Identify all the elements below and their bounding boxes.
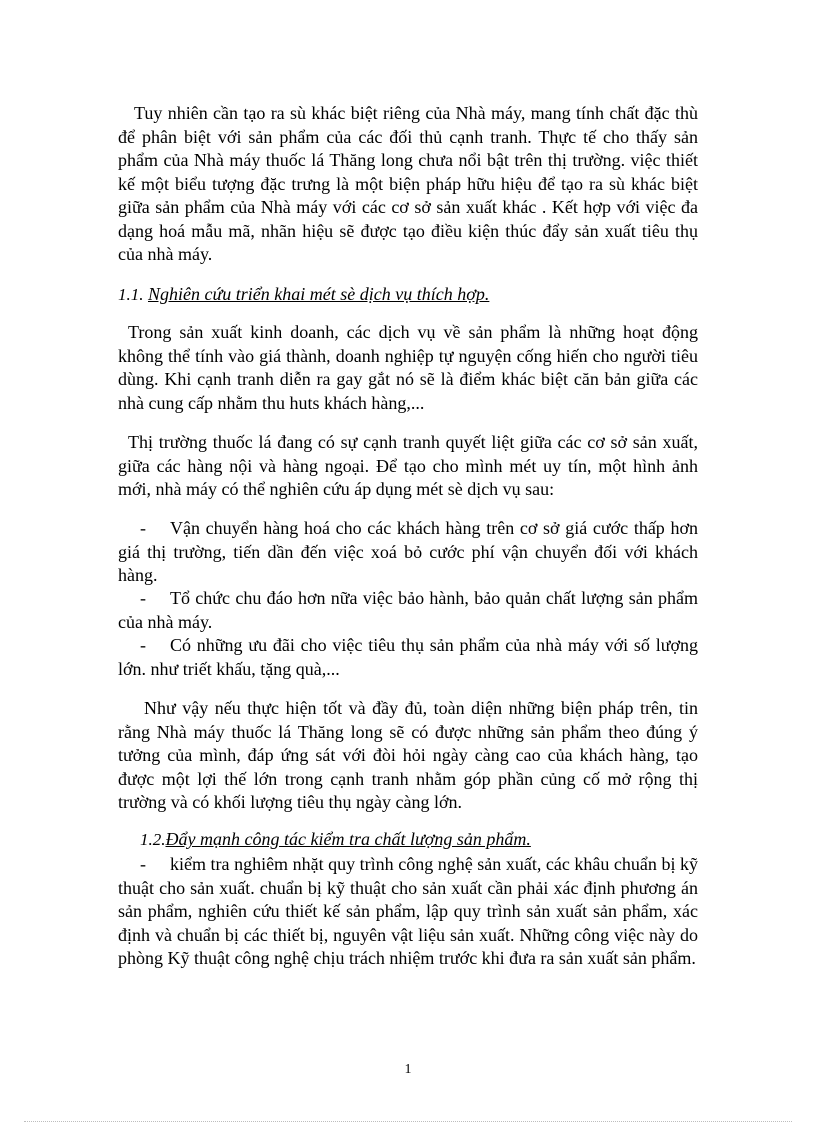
page-bottom-divider bbox=[24, 1121, 792, 1122]
list-item bbox=[118, 634, 698, 681]
bullet-dash: - bbox=[140, 854, 146, 874]
section-number: 1.1. bbox=[118, 285, 144, 304]
list-item bbox=[118, 853, 698, 971]
section-heading-services bbox=[118, 283, 698, 307]
list-item bbox=[118, 587, 698, 634]
page-number: 1 bbox=[404, 1062, 412, 1077]
paragraph-services-intro: Trong sản xuất kinh doanh, các dịch vụ về sản phẩm là những hoạt động không thể tính vào giá thành, doanh nghiệp tự nguyện cống hiến cho người tiêu dùng. Khi cạnh tranh diễn ra gay gắt nó sẽ là điểm khác biệt căn bản giữa các nhà cung cấp nhằm thu huts khách hàng,... bbox=[118, 322, 698, 413]
section-heading-quality bbox=[140, 828, 720, 852]
bullet-dash: - bbox=[140, 588, 146, 608]
bullet-dash: - bbox=[140, 635, 146, 655]
paragraph-distinct-identity: Tuy nhiên cần tạo ra sù khác biệt riêng của Nhà máy, mang tính chất đặc thù để phân biệt với sản phẩm của các đối thủ cạnh tranh. Thực tế cho thấy sản phẩm của Nhà máy thuốc lá Thăng long chưa nổi bật trên thị trường. việc thiết kế một biểu tượng đặc trưng là một biện pháp hữu hiệu để tạo ra sù khác biệt giữa sản phẩm của Nhà máy với các cơ sở sản xuất khác . Kết hợp với việc đa dạng hoá mẫu mã, nhãn hiệu sẽ được tạo điều kiện thúc đẩy sản xuất tiêu thụ của nhà máy. bbox=[118, 103, 698, 264]
list-item bbox=[118, 517, 698, 588]
section-title: Nghiên cứu triển khai mét sè dịch vụ thích hợp. bbox=[148, 284, 490, 304]
list-item-text: Tổ chức chu đáo hơn nữa việc bảo hành, bảo quản chất lượng sản phẩm của nhà máy. bbox=[118, 588, 698, 632]
section-title: Đẩy mạnh công tác kiểm tra chất lượng sản phẩm. bbox=[165, 829, 531, 849]
list-item-text: kiểm tra nghiêm nhặt quy trình công nghệ sản xuất, các khâu chuẩn bị kỹ thuật cho sản xuất. chuẩn bị kỹ thuật cho sản xuất cần phải xác định phương án sản phẩm, nghiên cứu thiết kế sản phẩm, lập quy trình sản xuất sản phẩm, xác định và chuẩn bị các thiết bị, nguyên vật liệu sản xuất. Những công việc này do phòng Kỹ thuật công nghệ chịu trách nhiệm trước khi đưa ra sản xuất sản phẩm. bbox=[118, 854, 698, 968]
bullet-dash: - bbox=[140, 518, 146, 538]
list-item-text: Vận chuyển hàng hoá cho các khách hàng trên cơ sở giá cước thấp hơn giá thị trường, tiến dần đến việc xoá bỏ cước phí vận chuyển đối với khách hàng. bbox=[118, 518, 698, 585]
list-item-text: Có những ưu đãi cho việc tiêu thụ sản phẩm của nhà máy với số lượng lớn. như triết khấu, tặng quà,... bbox=[118, 635, 698, 679]
paragraph-market-competition: Thị trường thuốc lá đang có sự cạnh tranh quyết liệt giữa các cơ sở sản xuất, giữa các hàng nội và hàng ngoại. Để tạo cho mình mét uy tín, một hình ảnh mới, nhà máy có thể nghiên cứu áp dụng mét sè dịch vụ sau: bbox=[118, 432, 698, 499]
paragraph-conclusion: Như vậy nếu thực hiện tốt và đầy đủ, toàn diện những biện pháp trên, tin rằng Nhà máy thuốc lá Thăng long sẽ có được những sản phẩm theo đúng ý tưởng của mình, đáp ứng sát với đòi hỏi ngày càng cao của khách hàng, tạo được một lợi thế lớn trong cạnh tranh nhằm góp phần củng cố mở rộng thị trường và có khối lượng tiêu thụ ngày càng lớn. bbox=[118, 698, 698, 812]
section-number: 1.2. bbox=[140, 830, 166, 849]
